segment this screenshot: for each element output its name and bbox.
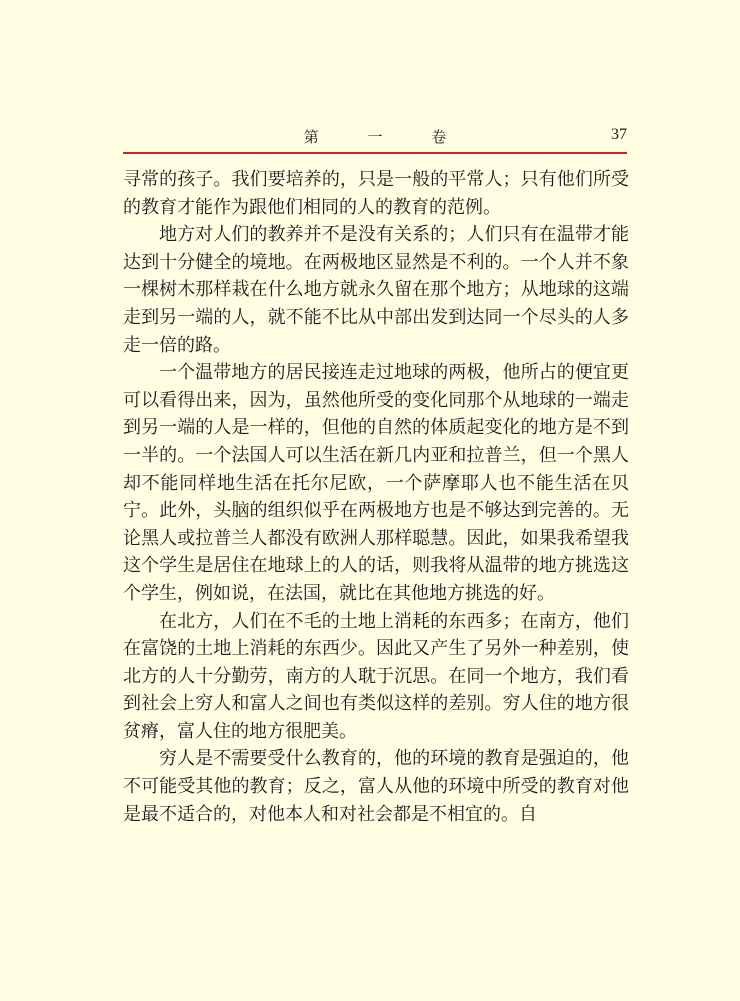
volume-title: 第 一 卷 xyxy=(303,128,469,146)
page-number: 37 xyxy=(611,126,627,143)
paragraph-1: 寻常的孩子。我们要培养的，只是一般的平常人；只有他们所受的教育才能作为跟他们相同的人的教育的范例。 xyxy=(123,169,629,218)
page-header xyxy=(123,120,627,156)
paragraph-3: 一个温带地方的居民接连走过地球的两极，他所占的便宜更可以看得出来，因为，虽然他所受的变化同那个从地球的一端走到另一端的人是一样的，但他的自然的体质起变化的地方是不到一半的。一个法国人可以生活在新几内亚和拉普兰，但一个黑人却不能同样地生活在托尔尼欧，一个萨摩耶人也不能生活在贝宁。此外，头脑的组织似乎在两极地方也是不够达到完善的。无论黑人或拉普兰人都没有欧洲人那样聪慧。因此，如果我希望我这个学生是居住在地球上的人的话，则我将从温带的地方挑选这个学生，例如说，在法国，就比在其他地方挑选的好。 xyxy=(123,362,629,604)
paragraph-2: 地方对人们的教养并不是没有关系的；人们只有在温带才能达到十分健全的境地。在两极地区显然是不利的。一个人并不象一棵树木那样栽在什么地方就永久留在那个地方；从地球的这端走到另一端的人，就不能不比从中部出发到达同一个尽头的人多走一倍的路。 xyxy=(123,224,629,356)
body-text xyxy=(123,166,629,828)
header-rule xyxy=(123,152,627,154)
paragraph-5: 穷人是不需要受什么教育的，他的环境的教育是强迫的，他不可能受其他的教育；反之，富人从他的环境中所受的教育对他是最不适合的，对他本人和对社会都是不相宜的。自 xyxy=(123,748,629,825)
paragraph-4: 在北方，人们在不毛的土地上消耗的东西多；在南方，他们在富饶的土地上消耗的东西少。因此又产生了另外一种差别，使北方的人十分勤劳，南方的人耽于沉思。在同一个地方，我们看到社会上穷人和富人之间也有类似这样的差别。穷人住的地方很贫瘠，富人住的地方很肥美。 xyxy=(123,610,629,742)
